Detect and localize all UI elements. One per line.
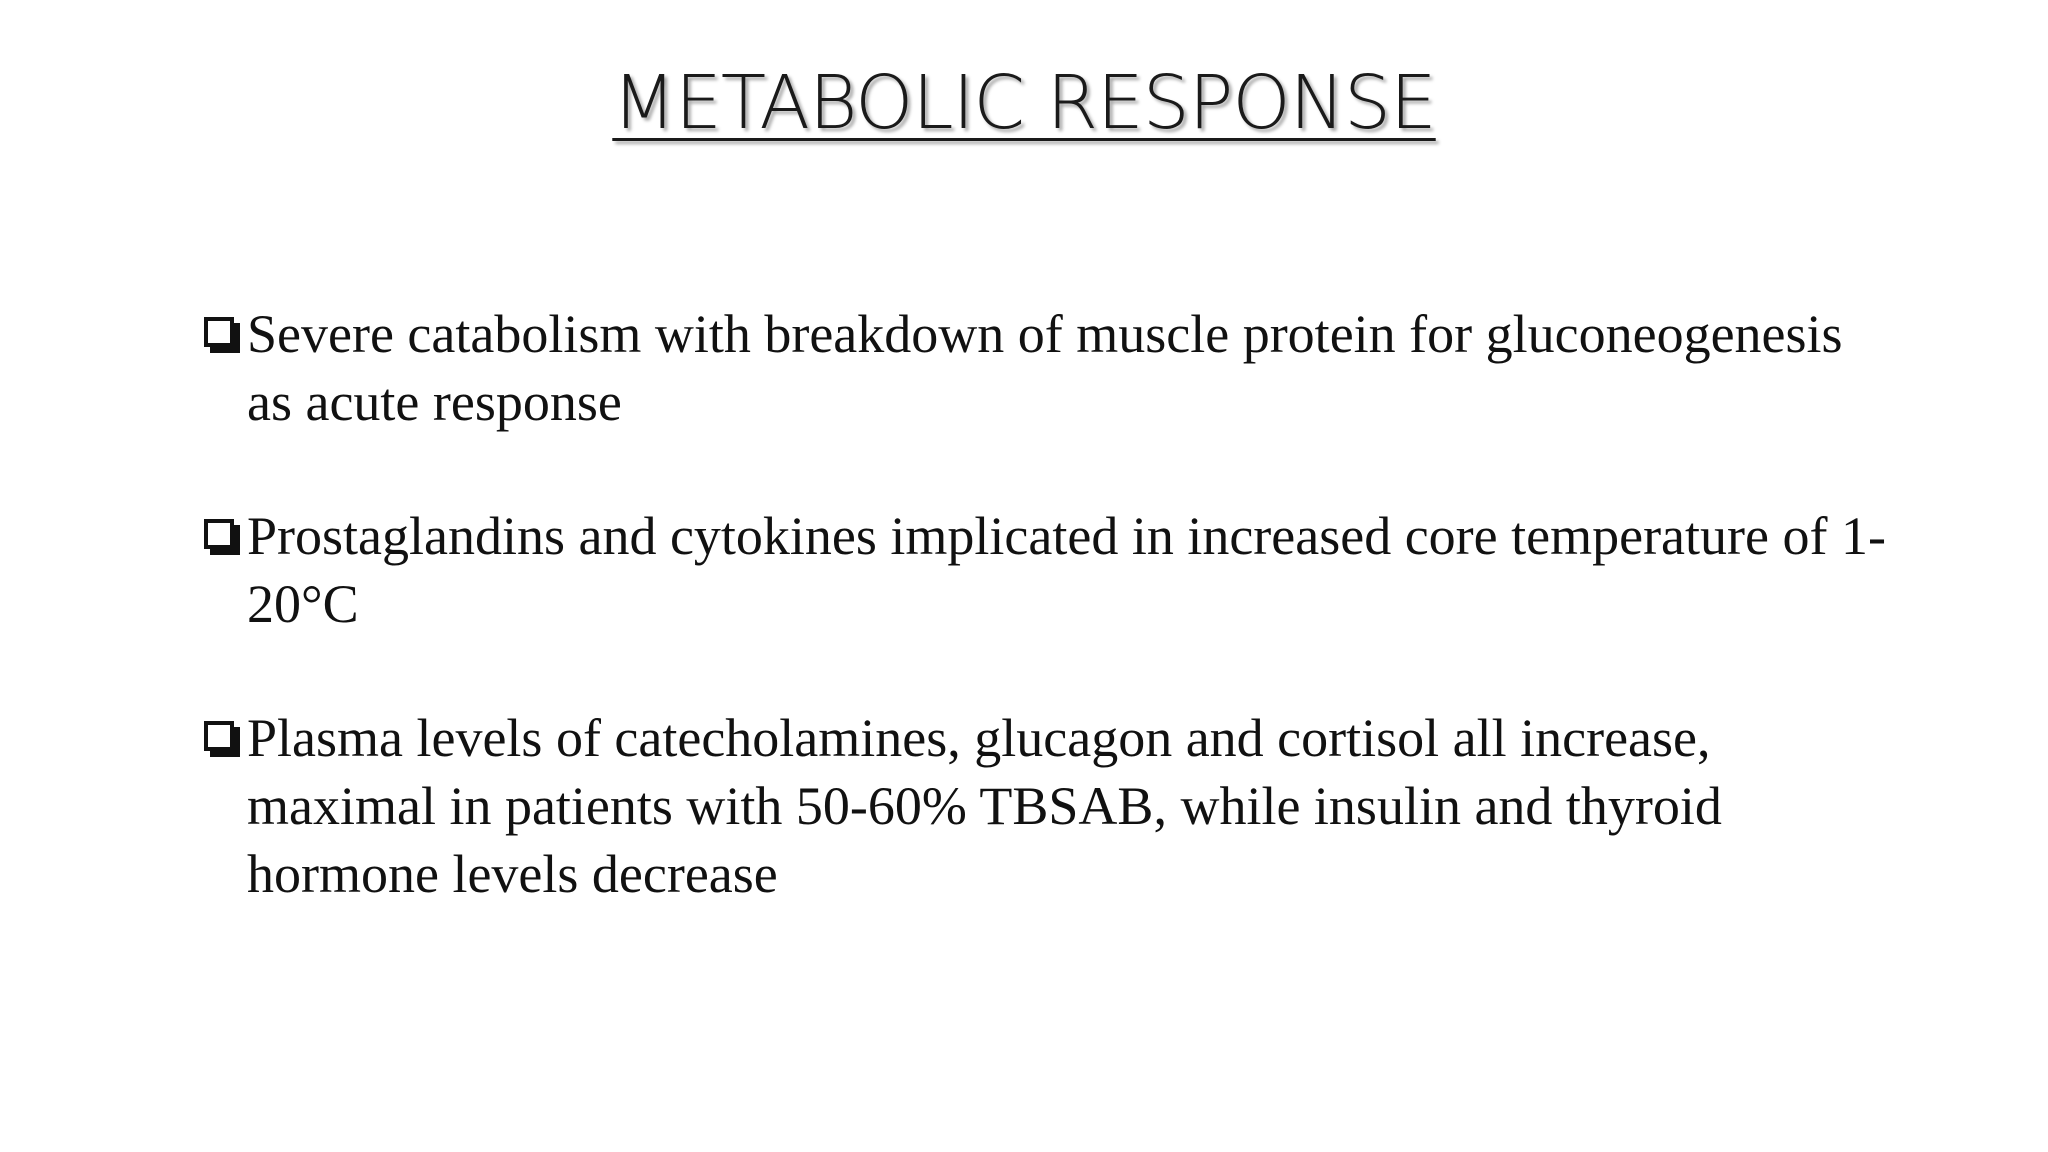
slide-title: METABOLIC RESPONSE <box>612 60 1436 146</box>
bullet-item <box>200 502 1900 638</box>
bullet-item <box>200 704 1900 908</box>
bullet-list <box>200 300 1900 974</box>
bullet-text: Prostaglandins and cytokines implicated in increased core temperature of 1-20°C <box>247 506 1886 634</box>
checkbox-square-icon <box>204 721 234 751</box>
checkbox-square-icon <box>204 317 234 347</box>
checkbox-square-icon <box>204 519 234 549</box>
bullet-text: Severe catabolism with breakdown of muscle protein for gluconeogenesis as acute response <box>247 304 1843 432</box>
bullet-item <box>200 300 1900 436</box>
bullet-text: Plasma levels of catecholamines, glucagon and cortisol all increase, maximal in patients with 50-60% TBSAB, while insulin and thyroid hormone levels decrease <box>247 708 1722 904</box>
